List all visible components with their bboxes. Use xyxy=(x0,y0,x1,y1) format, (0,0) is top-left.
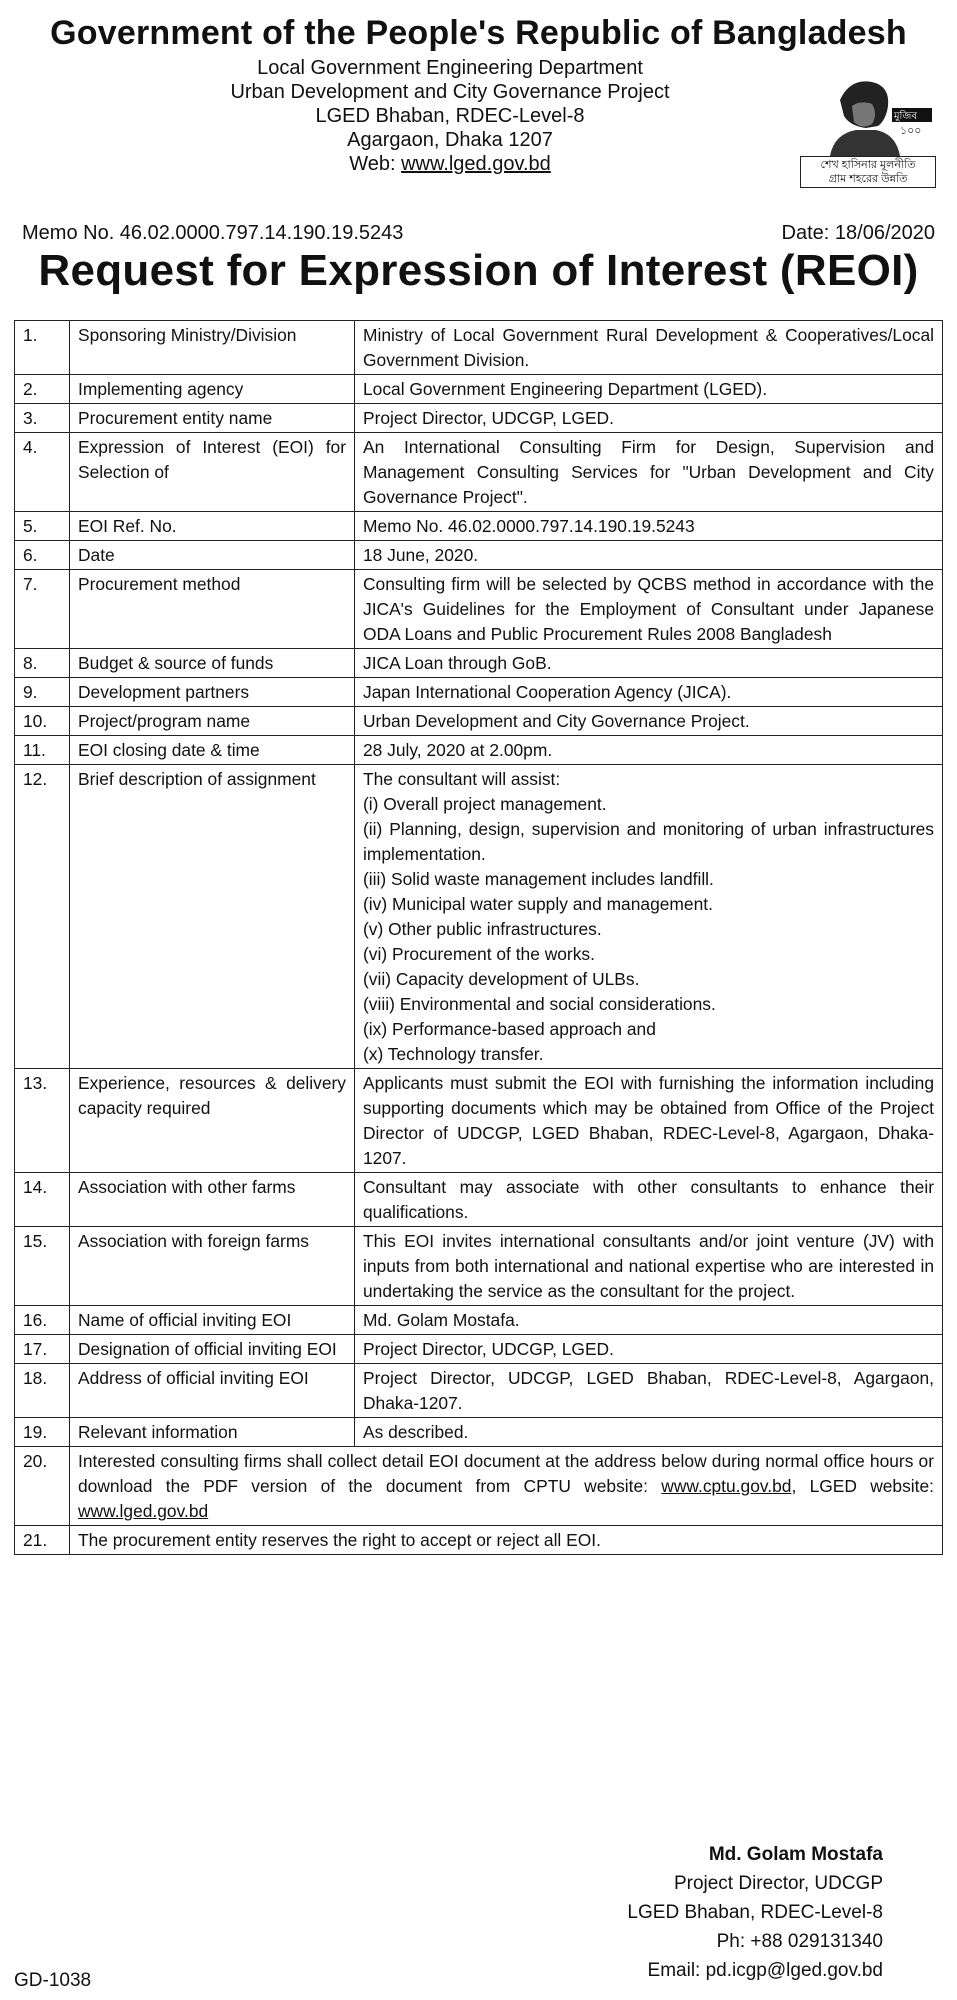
row-number: 6. xyxy=(15,541,70,570)
assignment-item: (ix) Performance-based approach and xyxy=(363,1019,656,1039)
row-label: EOI Ref. No. xyxy=(70,512,355,541)
row-number: 12. xyxy=(15,765,70,1069)
project-name: Urban Development and City Governance Project xyxy=(230,81,670,103)
row-value: An International Consulting Firm for Design, Supervision and Management Consulting Services for "Urban Development and City Governance Project". xyxy=(355,433,943,512)
row-number: 5. xyxy=(15,512,70,541)
row-label: Association with foreign farms xyxy=(70,1227,355,1306)
row-value: 18 June, 2020. xyxy=(355,541,943,570)
department-name: Local Government Engineering Department xyxy=(257,57,643,79)
reservation-note: The procurement entity reserves the right to accept or reject all EOI. xyxy=(70,1526,943,1555)
svg-text:মুজিব: মুজিব xyxy=(894,111,917,122)
download-info: Interested consulting firms shall collect detail EOI document at the address below during normal office hours or download the PDF version of the document from CPTU website: www.cptu.gov.bd, LGED website: www.lged.gov.bd xyxy=(70,1447,943,1526)
table-row xyxy=(15,321,943,375)
row-number: 1. xyxy=(15,321,70,375)
office-address: Agargaon, Dhaka 1207 xyxy=(347,129,553,151)
row-number: 14. xyxy=(15,1173,70,1227)
row-label: Implementing agency xyxy=(70,375,355,404)
row-value: This EOI invites international consultants and/or joint venture (JV) with inputs from both international and national expertise who are interested in undertaking the service as the consultant for the project. xyxy=(355,1227,943,1306)
row-value: Consulting firm will be selected by QCBS method in accordance with the JICA's Guidelines for the Employment of Consultant under Japanese ODA Loans and Public Procurement Rules 2008 Bangladesh xyxy=(355,570,943,649)
mujib-year-logo xyxy=(800,70,940,188)
row-label: Budget & source of funds xyxy=(70,649,355,678)
row-number: 21. xyxy=(15,1526,70,1555)
row-label: EOI closing date & time xyxy=(70,736,355,765)
assignment-item: (ii) Planning, design, supervision and monitoring of urban infrastructures implementation. xyxy=(363,819,934,864)
web-link[interactable]: www.lged.gov.bd xyxy=(401,153,551,175)
svg-text:১০০: ১০০ xyxy=(900,124,922,137)
row-value: Local Government Engineering Department (LGED). xyxy=(355,375,943,404)
table-row xyxy=(15,1447,943,1526)
table-row xyxy=(15,570,943,649)
row-value: Md. Golam Mostafa. xyxy=(355,1306,943,1335)
row-label: Relevant information xyxy=(70,1418,355,1447)
row-number: 7. xyxy=(15,570,70,649)
row-value: As described. xyxy=(355,1418,943,1447)
row-label: Procurement method xyxy=(70,570,355,649)
table-row xyxy=(15,707,943,736)
assignment-item: (iii) Solid waste management includes landfill. xyxy=(363,869,714,889)
row-value: Urban Development and City Governance Project. xyxy=(355,707,943,736)
web-line xyxy=(160,152,740,176)
cptu-link[interactable]: www.cptu.gov.bd xyxy=(661,1476,792,1496)
row-value: Project Director, UDCGP, LGED. xyxy=(355,1335,943,1364)
building-name: LGED Bhaban, RDEC-Level-8 xyxy=(315,105,585,127)
row-label: Designation of official inviting EOI xyxy=(70,1335,355,1364)
signatory-name: Md. Golam Mostafa xyxy=(708,1844,883,1865)
portrait-logo-icon xyxy=(800,70,940,156)
table-row xyxy=(15,512,943,541)
row-number: 15. xyxy=(15,1227,70,1306)
signatory-phone: Ph: +88 029131340 xyxy=(716,1931,883,1952)
row-value: 28 July, 2020 at 2.00pm. xyxy=(355,736,943,765)
assignment-item: (vi) Procurement of the works. xyxy=(363,944,595,964)
table-row xyxy=(15,1173,943,1227)
table-row xyxy=(15,541,943,570)
row-number: 18. xyxy=(15,1364,70,1418)
row-number: 9. xyxy=(15,678,70,707)
signature-block xyxy=(563,1840,883,1985)
table-row xyxy=(15,736,943,765)
web-label: Web: xyxy=(349,153,396,175)
row-number: 3. xyxy=(15,404,70,433)
row-label: Date xyxy=(70,541,355,570)
row-label: Brief description of assignment xyxy=(70,765,355,1069)
row-number: 20. xyxy=(15,1447,70,1526)
government-title: Government of the People's Republic of Bangladesh xyxy=(50,14,907,52)
row-value: Project Director, UDCGP, LGED Bhaban, RDEC-Level-8, Agargaon, Dhaka-1207. xyxy=(355,1364,943,1418)
table-row xyxy=(15,1306,943,1335)
table-row xyxy=(15,433,943,512)
row-number: 17. xyxy=(15,1335,70,1364)
row-number: 2. xyxy=(15,375,70,404)
gd-code: GD-1038 xyxy=(14,1970,92,1991)
assignment-item: (i) Overall project management. xyxy=(363,794,607,814)
table-row xyxy=(15,678,943,707)
row-value: Project Director, UDCGP, LGED. xyxy=(355,404,943,433)
row-label: Association with other farms xyxy=(70,1173,355,1227)
row-number: 4. xyxy=(15,433,70,512)
row-label: Expression of Interest (EOI) for Selection of xyxy=(70,433,355,512)
row-value: Memo No. 46.02.0000.797.14.190.19.5243 xyxy=(355,512,943,541)
table-row xyxy=(15,1227,943,1306)
assignment-item: (v) Other public infrastructures. xyxy=(363,919,602,939)
row-value: Japan International Cooperation Agency (JICA). xyxy=(355,678,943,707)
assignment-item: (vii) Capacity development of ULBs. xyxy=(363,969,640,989)
row-number: 19. xyxy=(15,1418,70,1447)
table-row xyxy=(15,765,943,1069)
assignment-item: (x) Technology transfer. xyxy=(363,1044,544,1064)
signatory-office: LGED Bhaban, RDEC-Level-8 xyxy=(627,1902,883,1923)
row-label: Project/program name xyxy=(70,707,355,736)
assignment-item: (iv) Municipal water supply and management. xyxy=(363,894,713,914)
table-row xyxy=(15,375,943,404)
table-row xyxy=(15,1335,943,1364)
row-number: 16. xyxy=(15,1306,70,1335)
assignment-intro: The consultant will assist: xyxy=(363,769,561,789)
row-label: Experience, resources & delivery capacity required xyxy=(70,1069,355,1173)
assignment-description xyxy=(355,765,943,1069)
logo-caption: শেখ হাসিনার মূলনীতি গ্রাম শহরের উন্নতি xyxy=(800,156,936,188)
reoi-table xyxy=(14,320,943,1555)
row-label: Development partners xyxy=(70,678,355,707)
signatory-designation: Project Director, UDCGP xyxy=(673,1873,883,1894)
table-row xyxy=(15,404,943,433)
notice-date: Date: 18/06/2020 xyxy=(781,222,935,244)
memo-number: Memo No. 46.02.0000.797.14.190.19.5243 xyxy=(22,222,404,244)
row-value: Ministry of Local Government Rural Development & Cooperatives/Local Government Division. xyxy=(355,321,943,375)
row-number: 8. xyxy=(15,649,70,678)
row-number: 10. xyxy=(15,707,70,736)
row-label: Name of official inviting EOI xyxy=(70,1306,355,1335)
row-label: Procurement entity name xyxy=(70,404,355,433)
assignment-item: (viii) Environmental and social considerations. xyxy=(363,994,716,1014)
row-label: Sponsoring Ministry/Division xyxy=(70,321,355,375)
lged-link[interactable]: www.lged.gov.bd xyxy=(78,1501,209,1521)
page-title: Request for Expression of Interest (REOI) xyxy=(38,246,919,295)
signatory-email[interactable]: Email: pd.icgp@lged.gov.bd xyxy=(647,1960,883,1981)
row-number: 11. xyxy=(15,736,70,765)
table-row xyxy=(15,1069,943,1173)
table-row xyxy=(15,1526,943,1555)
row-value: Consultant may associate with other consultants to enhance their qualifications. xyxy=(355,1173,943,1227)
table-row xyxy=(15,649,943,678)
table-row xyxy=(15,1364,943,1418)
row-value: JICA Loan through GoB. xyxy=(355,649,943,678)
table-row xyxy=(15,1418,943,1447)
row-label: Address of official inviting EOI xyxy=(70,1364,355,1418)
row-number: 13. xyxy=(15,1069,70,1173)
row-value: Applicants must submit the EOI with furnishing the information including supporting documents which may be obtained from Office of the Project Director of UDCGP, LGED Bhaban, RDEC-Level-8, Agargaon, Dhaka-1207. xyxy=(355,1069,943,1173)
